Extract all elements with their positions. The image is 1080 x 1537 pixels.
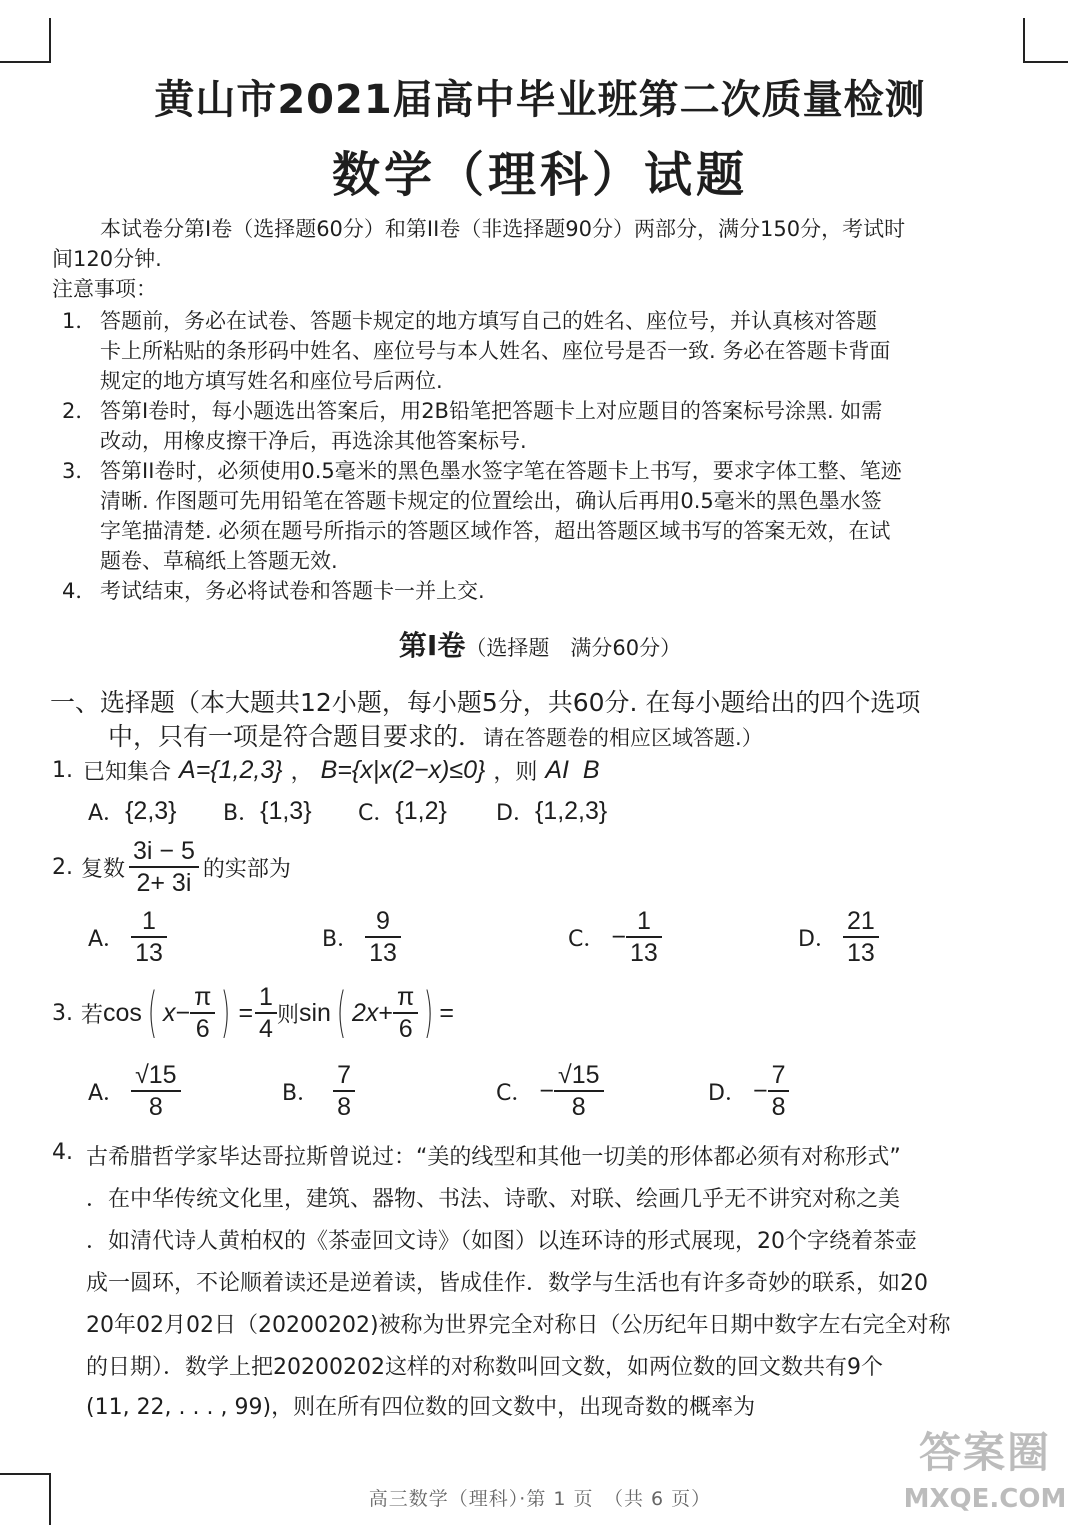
q4-line-3: ．如清代诗人黄柏权的《茶壶回文诗》（如图）以连环诗的形式展现，20个字绕着茶壶 (86, 1229, 917, 1254)
q1-option-d (496, 796, 607, 827)
crop-mark-top-left-h (0, 61, 51, 63)
question-1 (52, 755, 600, 786)
q3-option-a-label: A． (88, 1080, 126, 1106)
q1-text-a: 已知集合 (83, 760, 172, 785)
q3-one-quarter (255, 982, 277, 1044)
crop-mark-top-right-v (1023, 18, 1025, 62)
q3-option-d-sign: − (752, 1076, 768, 1105)
notice-2-line-1: 答第I卷时，每小题选出答案后，用2B铅笔把答题卡上对应题目的答案标号涂黑. 如需 (100, 399, 883, 423)
q3-left-paren-2: ( (336, 981, 347, 1044)
q2-option-a (88, 906, 167, 968)
q1-comma: ， (290, 760, 313, 785)
section-title: 第I卷 (398, 629, 466, 662)
q3-left-paren-1: ( (147, 981, 158, 1044)
q2-option-c-label: C． (568, 926, 606, 952)
q1-text-b: ，则 (493, 760, 538, 785)
q2-option-c-fraction (626, 906, 662, 968)
q3-x: x (163, 998, 176, 1027)
q1-option-c-label: C． (358, 801, 396, 826)
q2-option-c-num: 1 (636, 907, 651, 935)
q3-option-a-num: √15 (135, 1061, 177, 1089)
q2-option-a-den: 13 (135, 939, 163, 967)
notice-1-line-1: 答题前，务必在试卷、答题卡规定的地方填写自己的姓名、座位号，并认真核对答题 (100, 309, 877, 333)
q3-right-paren-2: ) (424, 981, 434, 1044)
notice-1-line-3: 规定的地方填写姓名和座位号后两位. (100, 369, 443, 393)
q2-text-a: 复数 (81, 856, 126, 882)
crop-mark-bottom-left-h (0, 1473, 51, 1475)
crop-mark-top-left-v (49, 18, 51, 62)
watermark-top: 答案圈 (918, 1428, 1051, 1477)
q3-option-c-fraction (554, 1060, 604, 1122)
q3-one: 1 (259, 983, 273, 1011)
question-3 (52, 982, 454, 1044)
q3-option-d-num: 7 (771, 1061, 786, 1089)
part-one-line-2a: 中，只有一项是符合题目要求的． (108, 722, 484, 751)
q3-option-a-fraction (131, 1060, 181, 1122)
q4-line-1: 古希腊哲学家毕达哥拉斯曾说过：“美的线型和其他一切美的形体都必须有对称形式” (86, 1145, 901, 1170)
notice-3-line-4: 题卷、草稿纸上答题无效. (100, 549, 338, 573)
notice-1-line-2: 卡上所粘贴的条形码中姓名、座位号与本人姓名、座位号是否一致. 务必在答题卡背面 (100, 339, 891, 363)
q3-six-b: 6 (398, 1015, 413, 1043)
q3-right-paren-1: ) (221, 981, 231, 1044)
exam-title: 黄山市2021届高中毕业班第二次质量检测 (154, 77, 926, 123)
q4-line-6: 的日期）．数学上把20200202这样的对称数叫回文数，如两位数的回文数共有9个 (86, 1355, 883, 1380)
q3-two-x: 2x (352, 998, 379, 1027)
q1-number: 1. (52, 758, 73, 783)
q3-sin: sin (298, 998, 331, 1027)
q3-option-b (282, 1060, 355, 1122)
q1-option-d-label: D． (496, 801, 535, 826)
q1-set-a: A={1,2,3} (179, 756, 283, 784)
q2-option-b-den: 13 (369, 939, 397, 967)
q2-option-c-den: 13 (629, 939, 658, 967)
q3-number: 3. (52, 1000, 73, 1026)
q1-option-c (358, 796, 447, 827)
q3-option-b-den: 8 (337, 1093, 351, 1121)
q3-text-a: 若 (81, 1002, 104, 1028)
q3-minus: − (175, 998, 191, 1027)
q3-eq-1: = (238, 998, 254, 1027)
q3-option-d-label: D． (708, 1080, 747, 1106)
q2-option-d-den: 13 (846, 939, 875, 967)
q3-option-c-den: 8 (571, 1093, 586, 1121)
notice-1-num: 1． (62, 309, 97, 333)
watermark-logo (900, 1420, 1070, 1514)
q4-line-7: (11, 22, . . . , 99)，则在所有四位数的回文数中，出现奇数的概率为 (86, 1395, 756, 1420)
q3-cos: cos (103, 998, 142, 1027)
q2-denominator: 2+ 3i (136, 869, 192, 897)
q2-option-d-num: 21 (846, 907, 875, 935)
q3-option-a (88, 1060, 181, 1122)
notice-3-num: 3． (62, 459, 97, 483)
q3-option-b-fraction (333, 1060, 355, 1122)
q3-option-c-num: √15 (557, 1061, 600, 1089)
q3-then: 则 (276, 1002, 299, 1028)
part-one-line-2b: 请在答题卷的相应区域答题.） (483, 726, 763, 750)
intro-line-2: 间120分钟. (52, 247, 162, 271)
notice-heading: 注意事项： (52, 277, 157, 301)
notice-2-num: 2． (62, 399, 97, 423)
q2-fraction (129, 836, 199, 898)
q1-option-a-value: {2,3} (125, 797, 177, 825)
watermark-bottom: MXQE.COM (903, 1484, 1067, 1514)
q2-option-b-num: 9 (376, 907, 390, 935)
crop-mark-top-right-h (1023, 61, 1068, 63)
q2-option-a-label: A． (88, 926, 126, 952)
q1-option-a (88, 796, 177, 827)
q4-line-2: ．在中华传统文化里，建筑、器物、书法、诗歌、对联、绘画几乎无不讲究对称之美 (86, 1187, 901, 1212)
q4-line-5: 20年02月02日（20200202)被称为世界完全对称日（公历纪年日期中数字左右完全对称 (86, 1313, 951, 1338)
q4-line-4: 成一圆环，不论顺着读还是逆着读，皆成佳作．数学与生活也有许多奇妙的联系，如20 (86, 1271, 928, 1296)
q3-option-b-num: 7 (337, 1061, 351, 1089)
q3-option-b-label: B． (282, 1080, 320, 1106)
q2-option-b (322, 906, 401, 968)
part-one-line-1: 一、选择题（本大题共12小题，每小题5分，共60分. 在每小题给出的四个选项 (50, 688, 921, 717)
q2-numerator: 3i − 5 (133, 837, 195, 865)
q2-option-a-num: 1 (142, 907, 156, 935)
notice-4-num: 4． (62, 579, 97, 603)
q1-set-b: B={x|x(2−x)≤0} (320, 756, 486, 784)
exam-subtitle: 数学（理科）试题 (331, 147, 748, 203)
q3-six-a: 6 (195, 1015, 210, 1043)
q1-option-b-label: B． (223, 801, 261, 826)
q2-option-c-sign: − (611, 922, 626, 951)
intro-line-1: 本试卷分第I卷（选择题60分）和第II卷（非选择题90分）两部分，满分150分，考试时 (100, 217, 906, 241)
notice-3-line-2: 清晰. 作图题可先用铅笔在答题卡规定的位置绘出，确认后再用0.5毫米的黑色墨水签 (100, 489, 882, 513)
q1-expr: AI B (545, 756, 600, 784)
q2-option-c (568, 906, 662, 968)
section-heading (0, 624, 1080, 664)
q1-option-b-value: {1,3} (260, 797, 312, 825)
q2-option-b-fraction (365, 906, 401, 968)
q3-option-a-den: 8 (148, 1093, 163, 1121)
q3-pi-over-6-b (393, 982, 418, 1044)
page-footer: 高三数学（理科）·第 1 页 （共 6 页） (368, 1488, 712, 1510)
q2-text-b: 的实部为 (202, 856, 291, 882)
q2-option-d-fraction (843, 906, 879, 968)
notice-3-line-1: 答第II卷时，必须使用0.5毫米的黑色墨水签字笔在答题卡上书写，要求字体工整、笔迹 (100, 459, 902, 483)
q3-eq-2: = (439, 998, 454, 1027)
question-2 (52, 836, 291, 898)
q2-number: 2. (52, 854, 73, 880)
q2-option-d-label: D． (798, 926, 837, 952)
part-one-line-2 (108, 717, 763, 753)
q3-option-c-label: C． (496, 1080, 534, 1106)
q3-option-d-fraction (768, 1060, 790, 1122)
q3-option-c-sign: − (539, 1076, 554, 1105)
notice-3-line-3: 字笔描清楚. 必须在题号所指示的答题区域作答，超出答题区域书写的答案无效，在试 (100, 519, 891, 543)
q3-pi-over-6-a (190, 982, 215, 1044)
q3-plus: + (378, 998, 394, 1027)
notice-4-line-1: 考试结束，务必将试卷和答题卡一并上交. (100, 579, 485, 603)
q1-option-b (223, 796, 312, 827)
q3-option-d-den: 8 (771, 1093, 786, 1121)
q2-option-a-fraction (131, 906, 167, 968)
q2-option-d (798, 906, 879, 968)
q3-option-c (496, 1060, 604, 1122)
section-note: （选择题 满分60分） (465, 636, 682, 660)
q3-pi-b: π (397, 983, 415, 1011)
q3-four: 4 (259, 1015, 273, 1043)
q2-option-b-label: B． (322, 926, 360, 952)
q3-option-d (708, 1060, 789, 1122)
q1-option-c-value: {1,2} (395, 797, 447, 825)
q1-option-a-label: A． (88, 801, 126, 826)
q3-pi-a: π (194, 983, 212, 1011)
q1-option-d-value: {1,2,3} (534, 797, 608, 825)
q4-number: 4. (52, 1140, 73, 1165)
notice-2-line-2: 改动，用橡皮擦干净后，再选涂其他答案标号. (100, 429, 527, 453)
